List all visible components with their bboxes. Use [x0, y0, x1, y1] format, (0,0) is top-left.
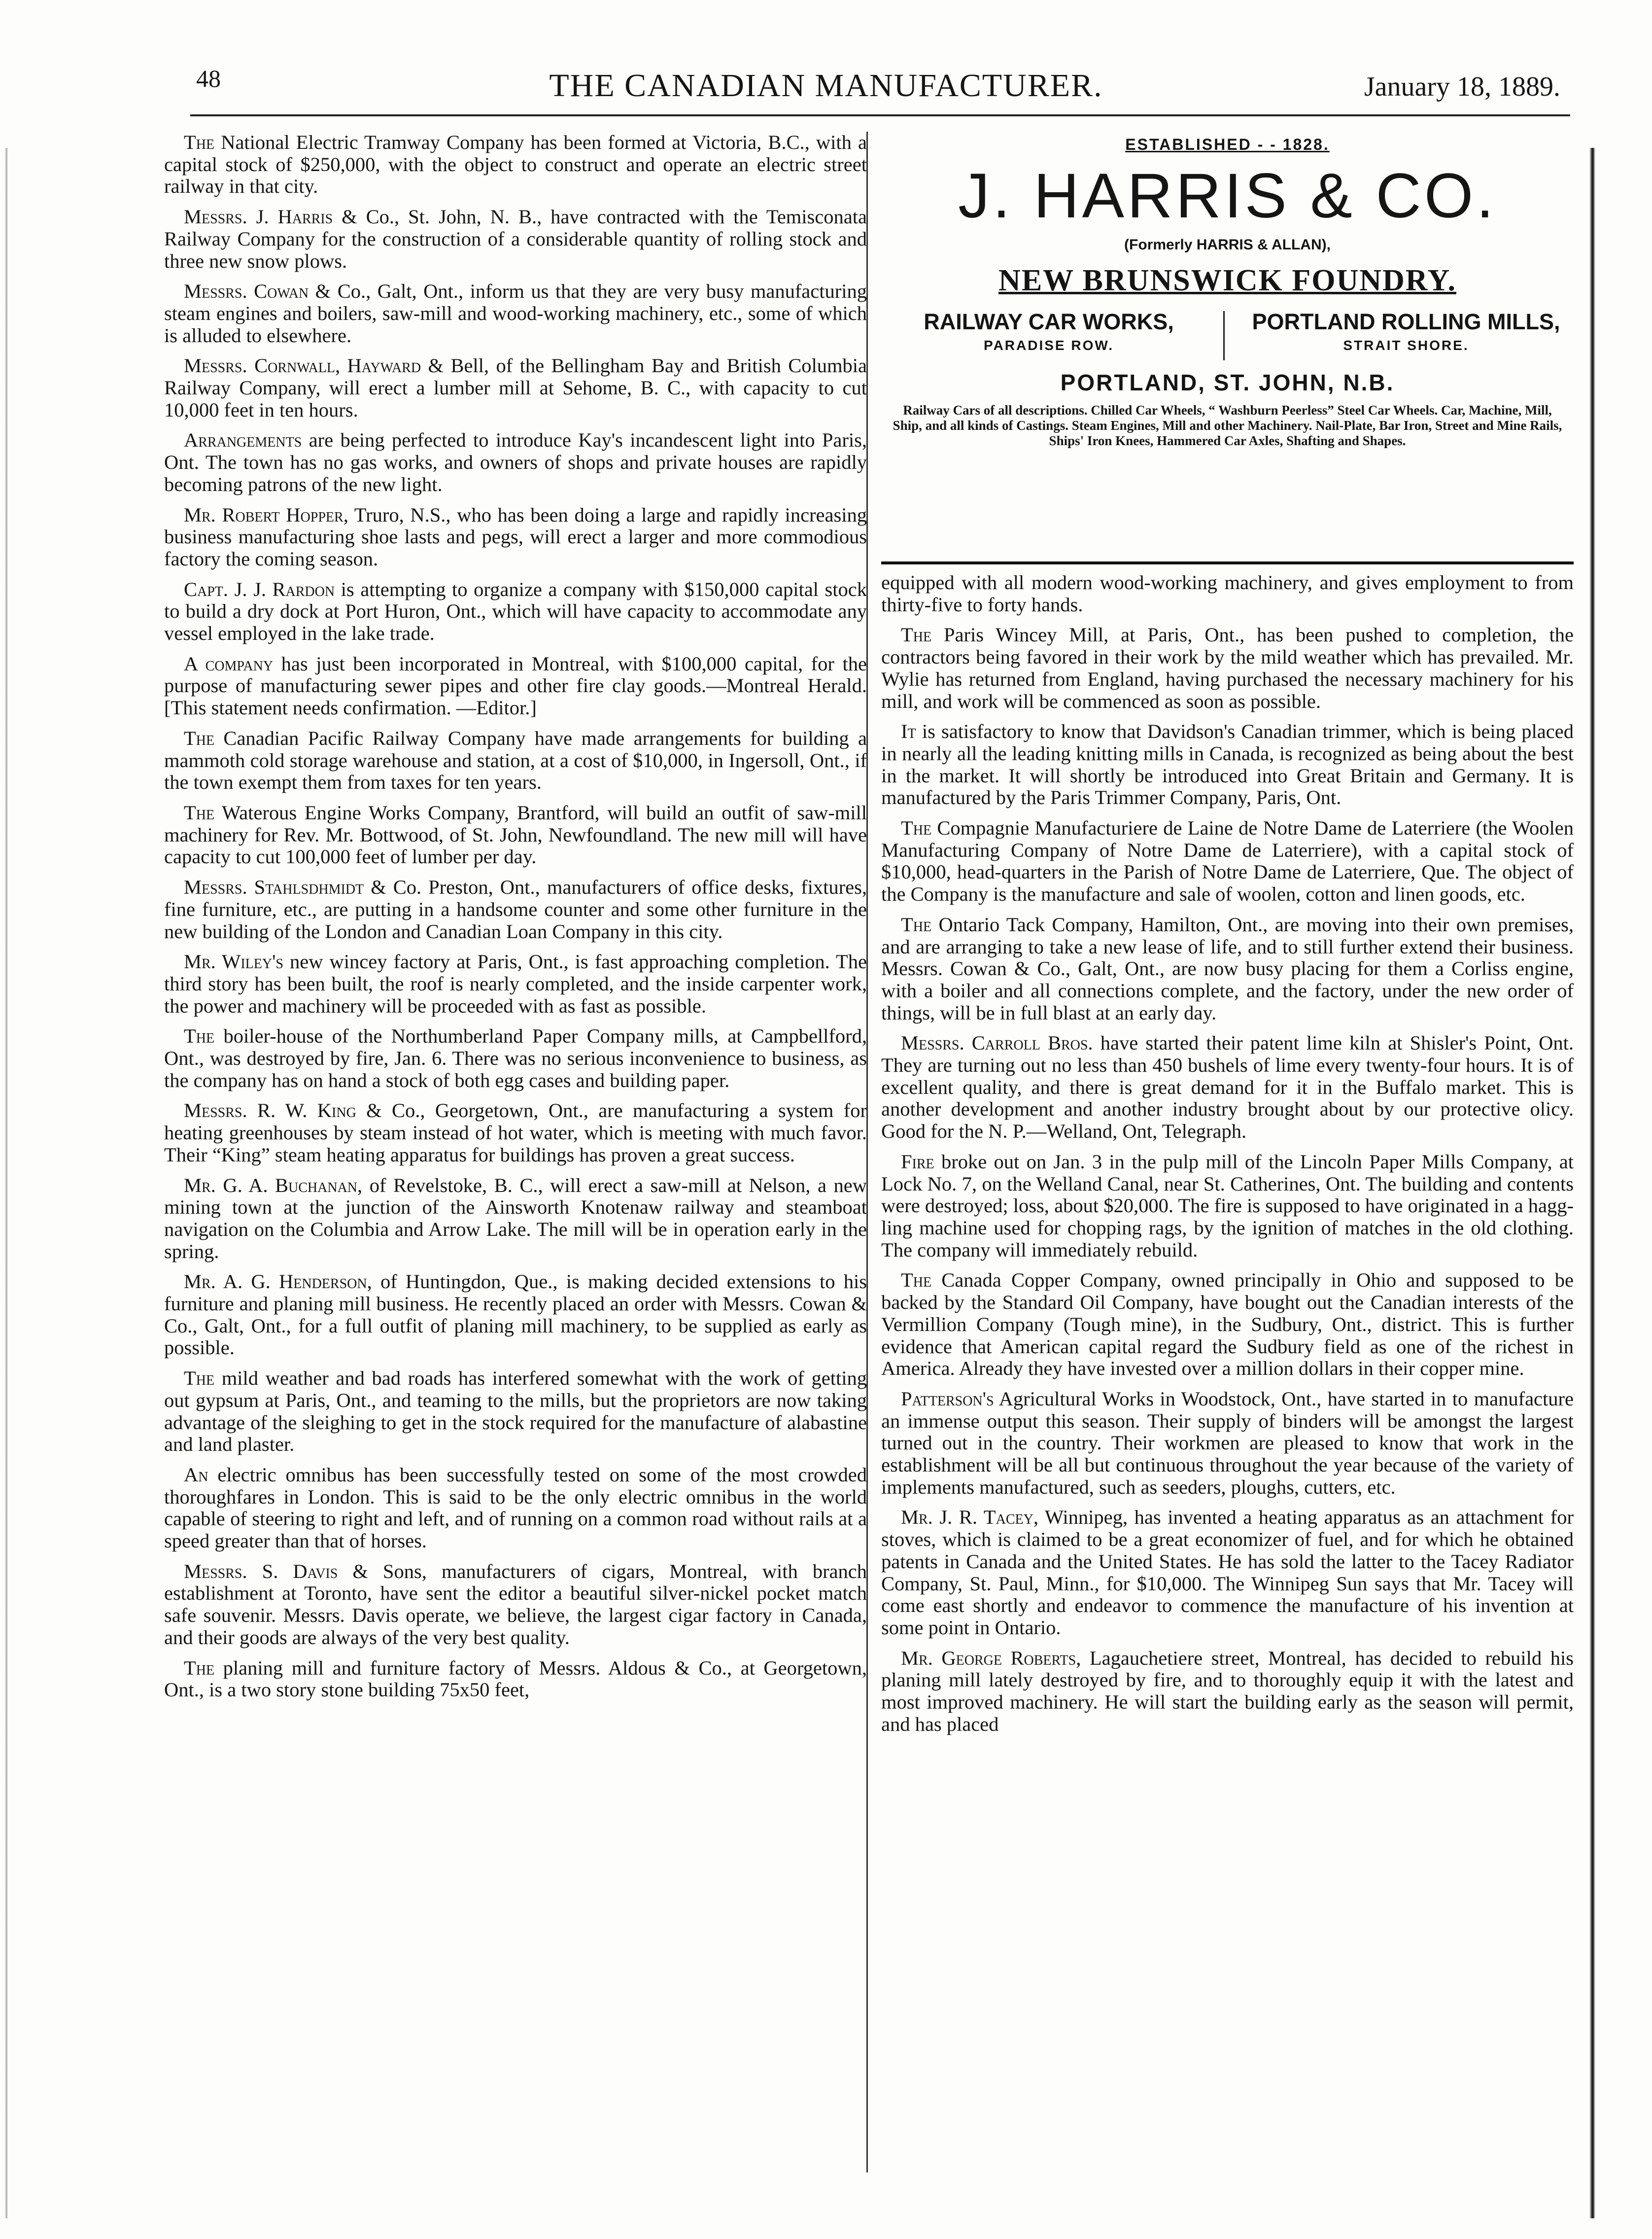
paragraph-lead: An: [184, 1463, 208, 1486]
news-paragraph: [881, 914, 1574, 1024]
ad-established: [881, 136, 1574, 154]
ad-foundry-text: NEW BRUNSWICK FOUNDRY.: [998, 264, 1456, 297]
news-paragraph: [881, 1647, 1574, 1736]
publication-title: THE CANADIAN MANUFACTURER.: [549, 68, 1103, 104]
paragraph-text: Truro, N.S., who has been doing a large and rapidly increasing business manufacturing shoe lasts and pegs, will erect a larger and more commodious factory the coming season.: [164, 503, 867, 570]
paragraph-lead: Mr. A. G. Henderson,: [184, 1270, 372, 1293]
paragraph-text: & Co., St. John, N. B., have contracted with the Temisconata Railway Company for the construction of a considerable quantity of rolling stock and three new snow plows.: [164, 206, 867, 272]
paragraph-lead: The: [901, 817, 932, 840]
news-paragraph: [881, 1269, 1574, 1380]
paragraph-text: is satisfactory to know that Davidson's Canadian trimmer, which is being placed in nearly all the leading knitting mills in Canada, is recognized as being about the best in the market. It will shortly be introduced into Great Britain and Germany. It is manufactured by the Paris Trimmer Company, Paris, Ont.: [881, 720, 1574, 809]
ad-foundry: [881, 263, 1574, 298]
paragraph-text: new wincey factory at Paris, Ont., is fast approaching completion. The third story has been built, the roof is nearly completed, and the inside carpenter work, the power and machinery will be proceeded with as fast as possible.: [164, 950, 867, 1017]
paragraph-lead: The: [184, 801, 215, 824]
paragraph-lead: The: [184, 727, 215, 749]
paragraph-lead: The: [184, 1367, 215, 1390]
ad-right-works-name: PORTLAND ROLLING MILLS,: [1252, 309, 1560, 334]
ad-bottom-rule: [881, 561, 1574, 564]
ad-right-works-location: STRAIT SHORE.: [1343, 338, 1469, 353]
paragraph-text: & Bell, of the Bellingham Bay and British Columbia Railway Company, will erect a lumber mill at Sehome, B. C., with capacity to cut 10,000 feet in ten hours.: [164, 354, 867, 421]
ad-description: Railway Cars of all descriptions. Chilled Car Wheels, “ Washburn Peerless” Steel Car Wheels. Car, Machine, Mill, Ship, and all kinds of Castings. Steam Engines, Mill and other Machinery. Nail-Plate, Bar Iron, Street and Mine Rails, Ships' Iron Knees, Hammered Car Axles, Shafting and Shapes.: [893, 403, 1562, 448]
news-paragraph: [164, 504, 867, 570]
header-rule: [190, 114, 1570, 116]
paragraph-lead: Messrs. Stahlsdhmidt: [184, 876, 364, 899]
news-paragraph: [881, 1506, 1574, 1639]
column-divider: [866, 132, 868, 2172]
paragraph-text: & Co., Galt, Ont., inform us that they are very busy manufacturing steam engines and boilers, saw-mill and wood-working machinery, etc., some of which is alluded to elsewhere.: [164, 280, 867, 347]
paragraph-text: have started their patent lime kiln at Shisler's Point, Ont. They are turning out no less than 450 bushels of lime every twenty-four hours. It is of excellent quality, and there is great demand for it in the Buffalo market. This is another development and another industry brought about by our protective olicy. Good for the N. P.—Welland, Ont, Telegraph.: [881, 1032, 1574, 1143]
paragraph-lead: Mr. George Roberts,: [901, 1646, 1081, 1669]
paragraph-text: boiler-house of the Northumberland Paper Company mills, at Campbellford, Ont., was destroyed by fire, Jan. 6. There was no serious inconvenience to business, as the company has on hand a stock of both egg cases and building paper.: [164, 1025, 867, 1091]
paragraph-lead: It: [901, 720, 916, 743]
news-paragraph: [164, 802, 867, 868]
paragraph-lead: Arrangements: [184, 429, 302, 452]
news-paragraph: [164, 206, 867, 272]
news-paragraph: [164, 1025, 867, 1091]
page-edge-left: [5, 148, 8, 2218]
paragraph-text: Compagnie Manufacturiere de Laine de Notre Dame de Laterriere (the Woolen Manufacturing Company of Notre Dame de Laterriere), with a capital stock of $10,000, head-quarters in the Parish of Notre Dame de Laterriere, Que. The object of the Company is the manufacture and sale of woolen, cotton and linen goods, etc.: [881, 817, 1574, 906]
news-paragraph: [164, 1367, 867, 1456]
paragraph-text: of Revelstoke, B. C., will erect a saw-mill at Nelson, a new mining town at the junction of the Ainsworth Knotenaw railway and steamboat navigation on the Columbia and Arrow Lake. The mill will be in operation early in the spring.: [164, 1174, 867, 1262]
paragraph-lead: The: [184, 132, 215, 153]
paragraph-text: is attempting to organize a company with $150,000 capital stock to build a dry dock at Port Huron, Ont., which will have capacity to accommodate any vessel employed in the lake trade.: [164, 578, 867, 645]
ad-left-works-name: RAILWAY CAR WORKS,: [924, 309, 1174, 334]
paragraph-text: has just been incorporated in Montreal, with $100,000 capital, for the purpose of manufacturing sewer pipes and other fire clay goods.—Montreal Herald. [This statement needs confirmation. —Editor.]: [164, 652, 867, 719]
paragraph-lead: Messrs. J. Harris: [184, 206, 333, 228]
paragraph-text: & Co. Preston, Ont., manufacturers of office desks, fixtures, fine furniture, etc., are putting in a handsome counter and some other furniture in the new building of the London and Canadian Loan Company in this city.: [164, 876, 867, 943]
news-paragraph: [164, 728, 867, 794]
page-number: 48: [196, 65, 221, 92]
paragraph-text: National Electric Tramway Company has been formed at Victoria, B.C., with a capital stock of $250,000, with the object to construct and operate an electric street railway in that city.: [164, 132, 867, 198]
ad-established-text: ESTABLISHED - - 1828.: [1125, 136, 1330, 153]
ad-right-works: [1239, 309, 1574, 353]
paragraph-lead: Patterson's: [901, 1387, 994, 1410]
paragraph-text: Waterous Engine Works Company, Brantford, will build an outfit of saw-mill machinery for Rev. Mr. Bottwood, of St. John, Newfoundland. The new mill will have capacity to cut 100,000 feet of lumber per day.: [164, 801, 867, 868]
page-edge-right: [1589, 148, 1595, 2218]
paragraph-text: Canada Copper Company, owned principally in Ohio and supposed to be backed by the Standard Oil Company, have bought out the Canadian interests of the Vermillion Company (Tough mine), in the Sudbury, Ont., district. This is further evidence that American capital regard the Sudbury field as one of the richest in America. Already they have invested over a million dollars in their copper mine.: [881, 1269, 1574, 1380]
ad-formerly: (Formerly HARRIS & ALLAN),: [1124, 237, 1331, 253]
paragraph-lead: Messrs. Cowan: [184, 280, 309, 303]
paragraph-lead: A company: [184, 652, 274, 675]
paragraph-text: Canadian Pacific Railway Company have made arrangements for building a mammoth cold storage warehouse and station, at a cost of $10,000, in Ingersoll, Ont., if the town exempt them from taxes for ten years.: [164, 727, 867, 794]
paragraph-lead: Messrs. S. Davis: [184, 1560, 338, 1582]
paragraph-lead: Mr. G. A. Buchanan,: [184, 1174, 363, 1196]
page-header: [0, 64, 1652, 118]
news-paragraph: [164, 1271, 867, 1359]
news-paragraph: [164, 429, 867, 495]
harris-advertisement: [881, 136, 1574, 564]
left-column: [164, 132, 867, 2153]
news-paragraph: [881, 1388, 1574, 1499]
news-paragraph: [164, 579, 867, 645]
paragraph-text: of Huntingdon, Que., is making decided extensions to his furniture and planing mill business. He recently placed an order with Messrs. Cowan & Co., Galt, Ont., for a full outfit of planing mill machinery, to be supplied as early as possible.: [164, 1270, 867, 1359]
right-column: [881, 572, 1574, 2218]
news-paragraph: [164, 280, 867, 347]
paragraph-lead: The: [184, 1025, 215, 1048]
news-paragraph: [881, 817, 1574, 906]
news-paragraph: [164, 951, 867, 1017]
news-paragraph: [164, 132, 867, 198]
paragraph-lead: Mr. J. R. Tacey,: [901, 1506, 1038, 1529]
news-paragraph: [164, 1100, 867, 1166]
paragraph-text: Lagauchetiere street, Montreal, has decided to rebuild his planing mill lately destroyed by fire, and to thoroughly equip it with the latest and most improved machinery. He will start the building early as the season will permit, and has placed: [881, 1646, 1574, 1735]
ad-left-works-location: PARADISE ROW.: [983, 338, 1114, 353]
paragraph-text: planing mill and furniture factory of Messrs. Aldous & Co., at Georgetown, Ont., is a two story stone building 75x50 feet,: [164, 1656, 867, 1701]
news-paragraph: [164, 1464, 867, 1552]
news-paragraph: [164, 355, 867, 421]
paragraph-lead: The: [901, 1269, 932, 1292]
ad-left-works: [881, 309, 1216, 353]
paragraph-lead: Messrs. Carroll Bros.: [901, 1032, 1093, 1054]
paragraph-text: & Sons, manufacturers of cigars, Montreal, with branch establishment at Toronto, have sent the editor a beautiful silver-nickel pocket match safe souvenir. Messrs. Davis operate, we believe, the largest cigar factory in Canada, and their goods are always of the very best quality.: [164, 1560, 867, 1648]
paragraph-text: & Co., Georgetown, Ont., are manufacturing a system for heating greenhouses by steam instead of hot water, which is meeting with much favor. Their “King” steam heating apparatus for buildings has proven a great success.: [164, 1099, 867, 1166]
paragraph-text: Agricultural Works in Woodstock, Ont., have started in to manufacture an immense output this season. Their supply of binders will be amongst the largest turned out in the country. Their workmen are pleased to know that work in the establishment will be all but continuous throughout the year because of the variety of implements manufactured, such as seeders, ploughs, cutters, etc.: [881, 1387, 1574, 1498]
news-paragraph: [164, 1561, 867, 1649]
news-paragraph: [164, 653, 867, 719]
paragraph-lead: The: [901, 624, 932, 646]
paragraph-text: electric omnibus has been successfully tested on some of the most crowded thoroughfares in London. This is said to be the only electric omnibus in the world capable of steering to right and left, and of running on a common road without rails at a speed greater than that of horses.: [164, 1463, 867, 1552]
paragraph-lead: The: [184, 1656, 215, 1679]
paragraph-text: Paris Wincey Mill, at Paris, Ont., has been pushed to completion, the contractors being favored in their work by the mild weather which has prevailed. Mr. Wylie has returned from England, having purchased the necessary machinery for his mill, and work will be commenced as soon as possible.: [881, 624, 1574, 712]
news-paragraph: [881, 572, 1574, 616]
paragraph-lead: Mr. Robert Hopper,: [184, 503, 348, 526]
paragraph-text: are being perfected to introduce Kay's incandescent light into Paris, Ont. The town has no gas works, and owners of shops and private houses are rapidly becoming patrons of the new light.: [164, 429, 867, 495]
paragraph-text: Ontario Tack Company, Hamilton, Ont., are moving into their own premises, and are arranging to take a new lease of life, and to still further extend their business. Messrs. Cowan & Co., Galt, Ont., are now busy placing for them a Corliss engine, with a boiler and all connections complete, and the factory, under the new order of things, will be in full blast at an early day.: [881, 913, 1574, 1024]
news-paragraph: [164, 876, 867, 943]
ad-city: PORTLAND, ST. JOHN, N.B.: [1060, 370, 1395, 395]
paragraph-text: mild weather and bad roads has interfered somewhat with the work of getting out gypsum at Paris, Ont., and teaming to the mills, but the proprietors are now taking advantage of the sleighing to get in the stock required for the manufacture of alabastine and land plaster.: [164, 1367, 867, 1456]
paragraph-lead: Capt. J. J. Rardon: [184, 578, 335, 600]
paragraph-lead: Mr. Wiley's: [184, 950, 283, 973]
paragraph-lead: Messrs. R. W. King: [184, 1099, 356, 1122]
news-paragraph: [881, 721, 1574, 809]
news-paragraph: [881, 624, 1574, 712]
news-paragraph: [164, 1175, 867, 1263]
paragraph-lead: The: [901, 913, 932, 936]
news-paragraph: [881, 1032, 1574, 1143]
paragraph-lead: Messrs. Cornwall, Hayward: [184, 354, 421, 377]
ad-works-separator: [1223, 311, 1225, 360]
issue-date: January 18, 1889.: [1364, 71, 1560, 102]
paragraph-text: broke out on Jan. 3 in the pulp mill of the Lincoln Paper Mills Company, at Lock No. 7, on the Welland Canal, near St. Catherines, Ont. The building and contents were destroyed; loss, about $20,000. The fire is supposed to have originated in a hagg-ling machine used for chopping rags, by the ignition of matches in the old clothing. The company will immediately rebuild.: [881, 1150, 1574, 1261]
news-paragraph: [164, 1657, 867, 1701]
ad-works-row: [881, 309, 1574, 364]
ad-company-name: J. HARRIS & CO.: [958, 161, 1497, 231]
news-paragraph: [881, 1151, 1574, 1261]
paragraph-text: equipped with all modern wood-working machinery, and gives employment to from thirty-five to forty hands.: [881, 572, 1574, 616]
paragraph-text: Winnipeg, has invented a heating apparatus as an attachment for stoves, which is claimed to be a great economizer of fuel, and for which he obtained patents in Canada and the United States. He has sold the latter to the Tacey Radiator Company, St. Paul, Minn., for $10,000. The Winnipeg Sun says that Mr. Tacey will come east shortly and endeavor to commence the manufacture of his invention at some point in Ontario.: [881, 1506, 1574, 1639]
paragraph-lead: Fire: [901, 1150, 934, 1173]
